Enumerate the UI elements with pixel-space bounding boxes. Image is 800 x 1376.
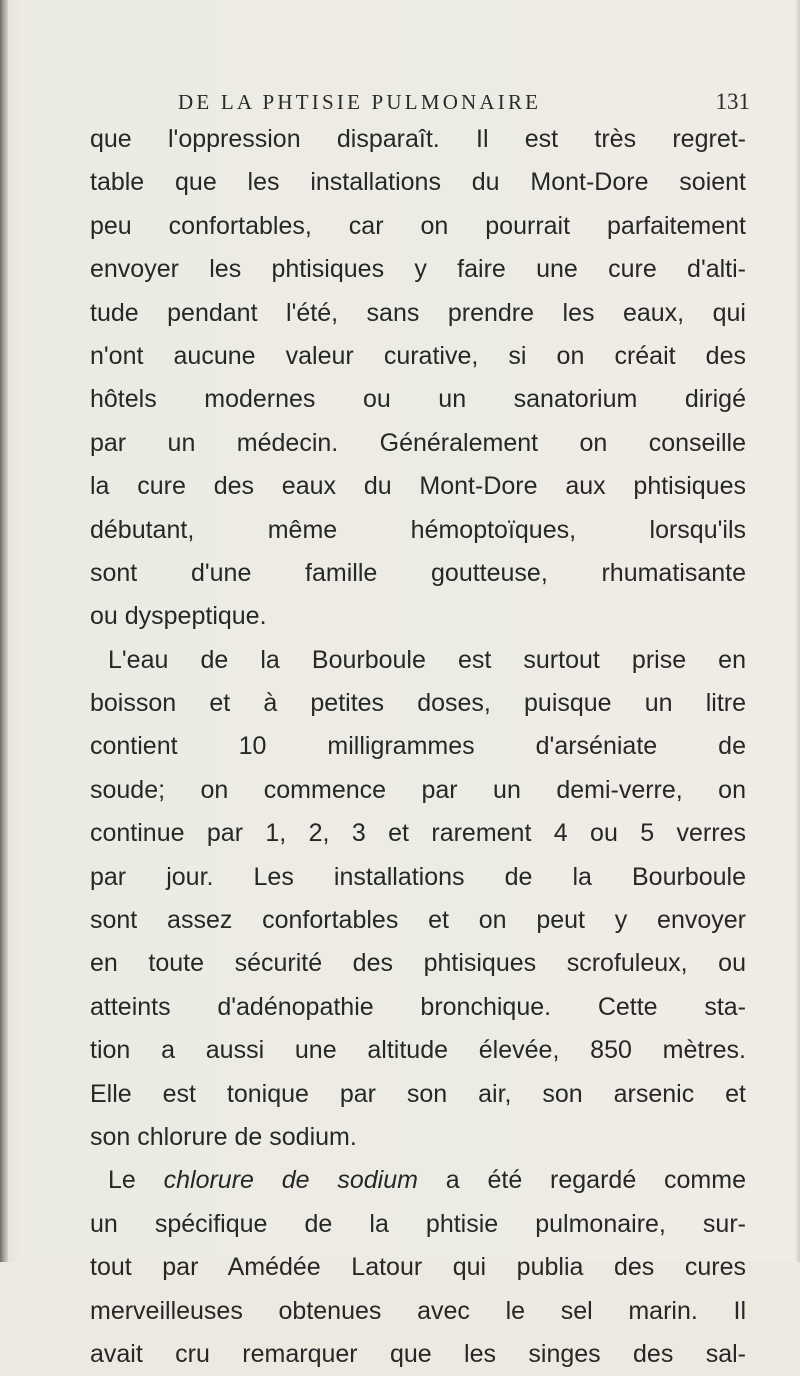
paragraph-start-line: [90, 1159, 746, 1202]
text-line: que l'oppression disparaît. Il est très regret-: [90, 125, 746, 153]
text-line: hôtels modernes ou un sanatorium dirigé: [90, 385, 746, 414]
text-line: tude pendant l'été, sans prendre les eaux, qui: [90, 298, 746, 327]
body-text: [90, 118, 746, 1376]
text-line: soude; on commence par un demi-verre, on: [90, 775, 746, 804]
text-line: tion a aussi une altitude élevée, 850 mètres.: [90, 1036, 746, 1065]
text-line: atteints d'adénopathie bronchique. Cette sta-: [90, 992, 746, 1021]
text-line: sont d'une famille goutteuse, rhumatisante: [90, 558, 746, 587]
text-line: n'ont aucune valeur curative, si on créait des: [90, 341, 746, 370]
text-line: en toute sécurité des phtisiques scrofuleux, ou: [90, 949, 746, 978]
text-line: boisson et à petites doses, puisque un litre: [90, 689, 746, 718]
text-line: continue par 1, 2, 3 et rarement 4 ou 5 verres: [90, 819, 746, 848]
line-suffix: a été regardé comme: [417, 1166, 746, 1195]
binding-edge: [0, 0, 8, 1262]
text-line: contient 10 milligrammes d'arséniate de: [90, 732, 746, 761]
text-line: Elle est tonique par son air, son arsenic et: [90, 1079, 746, 1108]
line-prefix: Le: [108, 1166, 164, 1195]
paragraph-end-line: ou dyspeptique.: [90, 602, 267, 631]
text-line: par un médecin. Généralement on conseille: [90, 428, 746, 457]
page-right-edge: [795, 0, 800, 1262]
text-line: avait cru remarquer que les singes des sal-: [90, 1339, 746, 1368]
text-line: peu confortables, car on pourrait parfaitement: [90, 211, 746, 240]
text-line: débutant, même hémoptoïques, lorsqu'ils: [90, 515, 746, 544]
text-line: merveilleuses obtenues avec le sel marin. Il: [90, 1296, 746, 1325]
text-line: par jour. Les installations de la Bourboule: [90, 862, 746, 891]
text-line: un spécifique de la phtisie pulmonaire, sur-: [90, 1209, 746, 1238]
text-line: table que les installations du Mont-Dore soient: [90, 168, 746, 197]
running-title: DE LA PHTISIE PULMONAIRE: [178, 90, 542, 114]
text-line: tout par Amédée Latour qui publia des cures: [90, 1253, 746, 1282]
italic-term: chlorure de sodium: [163, 1166, 418, 1195]
page-number: 131: [715, 89, 750, 114]
text-line: envoyer les phtisiques y faire une cure d'alti-: [90, 255, 746, 284]
paragraph-start-line: L'eau de la Bourboule est surtout prise en: [108, 645, 746, 674]
text-line: sont assez confortables et on peut y envoyer: [90, 906, 746, 935]
paragraph-end-line: son chlorure de sodium.: [90, 1122, 357, 1151]
text-line: la cure des eaux du Mont-Dore aux phtisiques: [90, 472, 746, 501]
